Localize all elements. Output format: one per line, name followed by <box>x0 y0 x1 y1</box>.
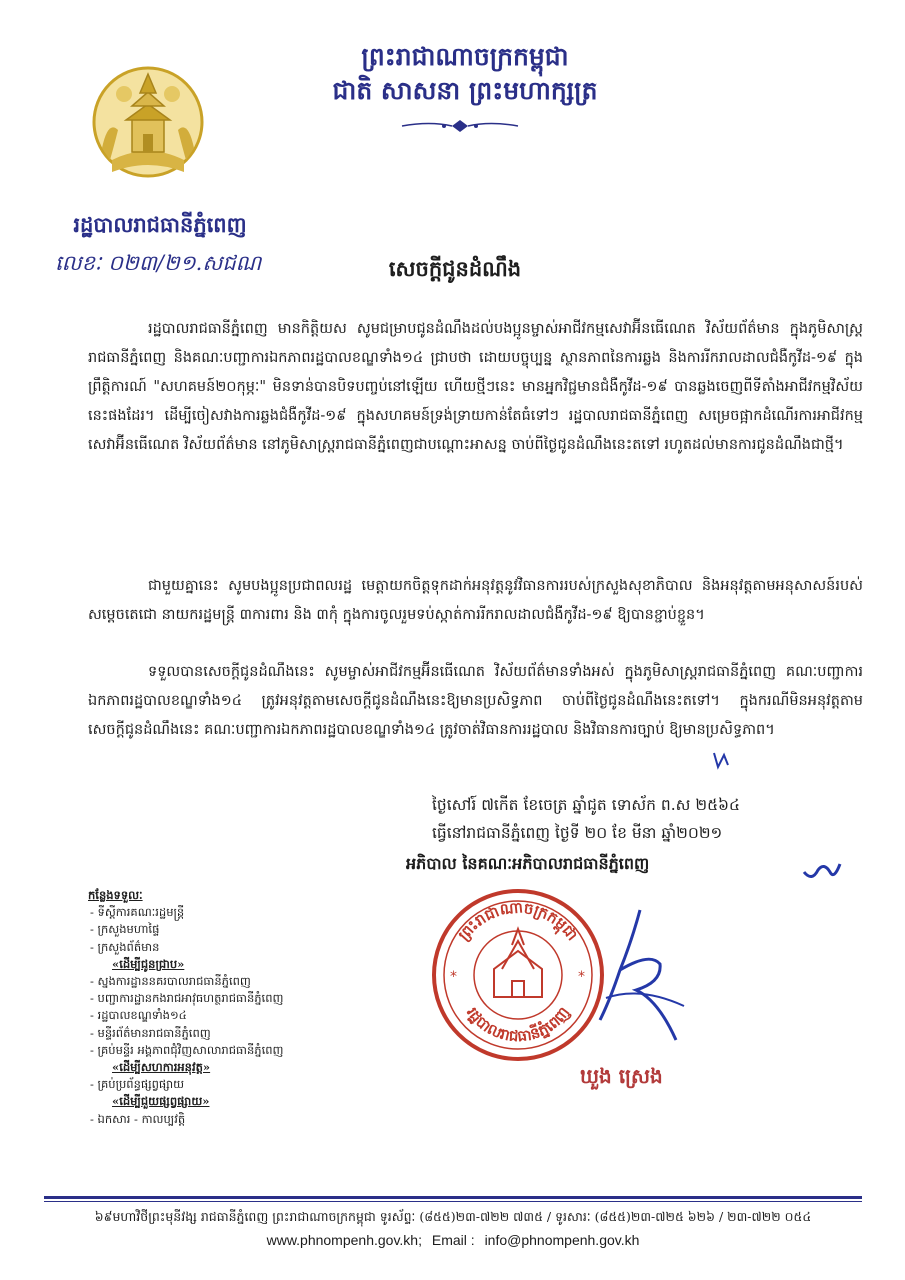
recipient-item: - ស្នងការដ្ឋាននគរបាលរាជធានីភ្នំពេញ <box>90 974 251 989</box>
recipient-item: - ក្រសួងមហាផ្ទៃ <box>90 922 160 937</box>
solar-date: ធ្វើនៅរាជធានីភ្នំពេញ ថ្ងៃទី ២០ ខែ មីនា ឆ្នាំ២០២១ <box>432 824 723 842</box>
signer-name: ឃួង ស្រេង <box>580 1064 663 1088</box>
footer-contact <box>44 1232 862 1248</box>
email-label: Email : <box>431 1232 475 1248</box>
recipient-item: - គ្រប់មន្ទីរ អង្គភាពជុំវិញសាលារាជធានីភ្នំពេញ <box>90 1042 284 1057</box>
footer-rule-thin <box>44 1201 862 1202</box>
recipient-note: «ដើម្បីជួយផ្សព្វផ្សាយ» <box>112 1094 210 1109</box>
initial-mark-icon <box>710 749 732 771</box>
kingdom-heading <box>300 40 630 108</box>
document-number: លេខៈ ០២៣/២១.សជណ <box>55 251 262 275</box>
ornament-divider-icon <box>400 118 520 134</box>
kingdom-line-1: ព្រះរាជាណាចក្រកម្ពុជា <box>361 42 569 71</box>
seal-text-bottom: រដ្ឋបាលរាជធានីភ្នំពេញ <box>463 1003 574 1046</box>
recipients-heading: កន្លែងទទួលៈ <box>88 888 143 902</box>
recipient-item: - ទីស្ដីការគណៈរដ្ឋមន្ត្រី <box>90 905 185 920</box>
recipients-list <box>88 887 388 1128</box>
issuer-name: រដ្ឋបាលរាជធានីភ្នំពេញ <box>73 212 247 237</box>
svg-text:*: * <box>578 969 585 985</box>
recipient-item: - គ្រប់ប្រព័ន្ធផ្សព្វផ្សាយ <box>90 1077 185 1092</box>
recipient-note: «ដើម្បីជូនជ្រាប» <box>112 956 185 971</box>
document-title: សេចក្ដីជូនដំណឹង <box>388 256 522 281</box>
recipient-item: - ក្រសួងព័ត៌មាន <box>90 939 160 954</box>
body-paragraph-2: ជាមួយគ្នានេះ សូមបងប្អូនប្រជាពលរដ្ឋ មេត្តាយកចិត្តទុកដាក់អនុវត្តនូវវិធានការរបស់ក្រសួងសុខាភិបាល និងអនុវត្តតាមអនុសាសន៍របស់ សម្ដេចតេជោ នាយករដ្ឋមន្ត្រី ៣ការពារ និង ៣កុំ ក្នុងការចូលរួមទប់ស្កាត់ការរីករាលដាលជំងឺកូវីដ-១៩ ឱ្យបានខ្ជាប់ខ្ជួន។ <box>88 578 863 623</box>
lunar-date: ថ្ងៃសៅរ៍ ៧កើត ខែចេត្រ ឆ្នាំជូត ទោស័ក ព.ស ២៥៦៤ <box>432 796 741 814</box>
email-link[interactable]: info@phnompenh.gov.kh <box>484 1232 640 1248</box>
svg-text:*: * <box>450 969 457 985</box>
body-paragraph-3: ទទួលបានសេចក្ដីជូនដំណឹងនេះ សូមម្ចាស់អាជីវកម្មអ៊ីនធើណេត វិស័យព័ត៌មានទាំងអស់ ក្នុងភូមិសាស្ត្ររាជធានីភ្នំពេញ គណៈបញ្ជាការឯកភាពរដ្ឋបាលខណ្ឌទាំង១៤ ត្រូវអនុវត្តតាមសេចក្ដីជូនដំណឹងនេះឱ្យមានប្រសិទ្ធភាព ចាប់ពីថ្ងៃជូនដំណឹងនេះតទៅ។ ក្នុងករណីមិនអនុវត្តតាមសេចក្ដីជូនដំណឹងនេះ គណៈបញ្ជាការឯកភាពរដ្ឋបាលខណ្ឌទាំង១៤ ត្រូវចាត់វិធានការរដ្ឋបាល និងវិធានការច្បាប់ ឱ្យមានប្រសិទ្ធភាព។ <box>88 664 863 738</box>
kingdom-line-2: ជាតិ សាសនា ព្រះមហាក្សត្រ <box>332 76 598 105</box>
footer-rule-thick <box>44 1196 862 1199</box>
handwritten-signature-icon <box>580 900 700 1050</box>
recipient-note: «ដើម្បីសហការអនុវត្ត» <box>112 1060 211 1075</box>
recipient-item: - បញ្ជាការដ្ឋានកងរាជអាវុធហត្ថរាជធានីភ្នំពេញ <box>90 991 284 1006</box>
body-paragraph-1: រដ្ឋបាលរាជធានីភ្នំពេញ មានកិត្តិយស សូមជម្រាបជូនដំណឹងដល់បងប្អូនម្ចាស់អាជីវកម្មសេវាអ៊ីនធើណេត វិស័យព័ត៌មាន ក្នុងភូមិសាស្ត្ររាជធានីភ្នំពេញ និងគណៈបញ្ជាការឯកភាពរដ្ឋបាលខណ្ឌទាំង១៤ ជ្រាបថា ដោយបច្ចុប្បន្ន ស្ថានភាពនៃការឆ្លង និងការរីករាលដាលជំងឺកូវីដ-១៩ ក្នុងព្រឹត្តិការណ៍ "សហគមន៍២០កុម្ភៈ" មិនទាន់បានបិទបញ្ចប់នៅឡើយ ហើយថ្មីៗនេះ មានអ្នកវិជ្ជមានជំងឺកូវីដ-១៩ បានឆ្លងចេញពីទីតាំងអាជីវកម្មវិស័យនេះផងដែរ។ ដើម្បីចៀសវាងការឆ្លងជំងឺកូវីដ-១៩ ក្នុងសហគមន៍ទ្រង់ទ្រាយកាន់តែធំទៅៗ រដ្ឋបាលរាជធានីភ្នំពេញ សម្រេចផ្អាកដំណើរការអាជីវកម្មសេវាអ៊ីនធើណេត វិស័យព័ត៌មាន នៅភូមិសាស្ត្ររាជធានីភ្នំពេញជាបណ្ដោះអាសន្ន ចាប់ពីថ្ងៃជូនដំណឹងនេះតទៅ រហូតដល់មានការជូនដំណឹងជាថ្មី។ <box>88 321 863 453</box>
recipient-item: - រដ្ឋបាលខណ្ឌទាំង១៤ <box>90 1008 187 1023</box>
recipient-item: - ឯកសារ - កាលប្បវត្តិ <box>90 1111 186 1126</box>
seal-text-top: ព្រះរាជាណាចក្រកម្ពុជា <box>454 898 582 945</box>
approval-tick-icon <box>800 858 844 886</box>
recipient-item: - មន្ទីរព័ត៌មានរាជធានីភ្នំពេញ <box>90 1025 211 1040</box>
website-link[interactable]: www.phnompenh.gov.kh; <box>266 1232 422 1248</box>
signer-title: អភិបាល នៃគណៈអភិបាលរាជធានីភ្នំពេញ <box>406 854 650 873</box>
phnom-penh-emblem-icon <box>88 60 208 190</box>
footer-address: ៦៩មហាវិថីព្រះមុនីវង្ស រាជធានីភ្នំពេញ ព្រះរាជាណាចក្រកម្ពុជា ទូរស័ព្ទៈ (៨៥៥)២៣-៧២២ ៧៣៥ / ទូរសារៈ (៨៥៥)២៣-៧២៥ ៦២៦ / ២៣-៧២២ ០៥៤ <box>94 1209 812 1224</box>
